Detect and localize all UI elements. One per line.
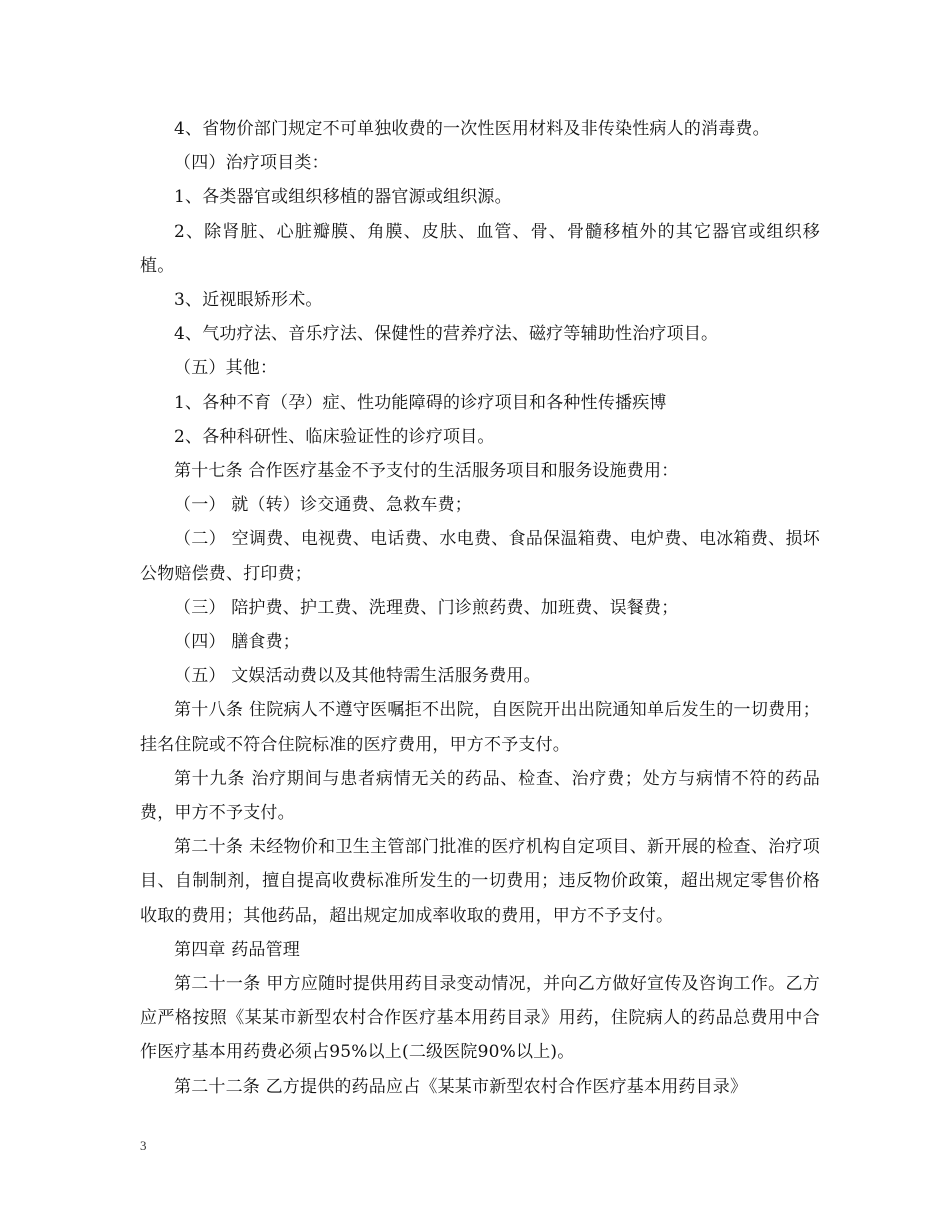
paragraph: 第二十条 未经物价和卫生主管部门批准的医疗机构自定项目、新开展的检查、治疗项目、自制制剂，擅自提高收费标准所发生的一切费用；违反物价政策，超出规定零售价格收取的费用；其他药品，超出规定加成率收取的费用，甲方不予支付。 [140,837,820,926]
paragraph: 第二十一条 甲方应随时提供用药目录变动情况，并向乙方做好宣传及咨询工作。乙方应严格按照《某某市新型农村合作医疗基本用药目录》用药，住院病人的药品总费用中合作医疗基本用药费必须占95%以上(二级医院90%以上)。 [140,974,820,1063]
paragraph: （五）其他： [174,358,278,379]
paragraph: 4、省物价部门规定不可单独收费的一次性医用材料及非传染性病人的消毒费。 [174,119,770,139]
paragraph: 第十七条 合作医疗基金不予支付的生活服务项目和服务设施费用： [174,461,679,482]
paragraph: 2、除肾脏、心脏瓣膜、角膜、皮肤、血管、骨、骨髓移植外的其它器官或组织移植。 [140,221,820,276]
body-text [140,112,820,1104]
paragraph: 1、各种不育（孕）症、性功能障碍的诊疗项目和各种性传播疾博 [174,392,667,413]
paragraph: （五） 文娱活动费以及其他特需生活服务费用。 [174,666,541,687]
paragraph: 2、各种科研性、临床验证性的诊疗项目。 [174,426,495,447]
paragraph: （三） 陪护费、护工费、洗理费、门诊煎药费、加班费、误餐费； [174,597,679,618]
paragraph: 第十八条 住院病人不遵守医嘱拒不出院，自医院开出出院通知单后发生的一切费用；挂名住院或不符合住院标准的医疗费用，甲方不予支付。 [140,700,820,755]
paragraph: 3、近视眼矫形术。 [174,290,323,311]
paragraph: （四）治疗项目类： [174,153,329,174]
paragraph: 第十九条 治疗期间与患者病情无关的药品、检查、治疗费；处方与病情不符的药品费，甲方不予支付。 [140,768,820,824]
paragraph: 1、各类器官或组织移植的器官源或组织源。 [174,187,512,208]
paragraph: （四） 膳食费； [174,632,301,653]
paragraph: 4、气功疗法、音乐疗法、保健性的营养疗法、磁疗等辅助性治疗项目。 [174,324,719,345]
paragraph: 第二十二条 乙方提供的药品应占《某某市新型农村合作医疗基本用药目录》 [174,1076,748,1097]
chapter-heading: 第四章 药品管理 [174,939,301,960]
page-number: 3 [140,1138,147,1153]
paragraph: （一） 就（转）诊交通费、急救车费； [174,495,473,516]
paragraph: （二） 空调费、电视费、电话费、水电费、食品保温箱费、电炉费、电冰箱费、损坏公物赔偿费、打印费； [140,529,820,584]
